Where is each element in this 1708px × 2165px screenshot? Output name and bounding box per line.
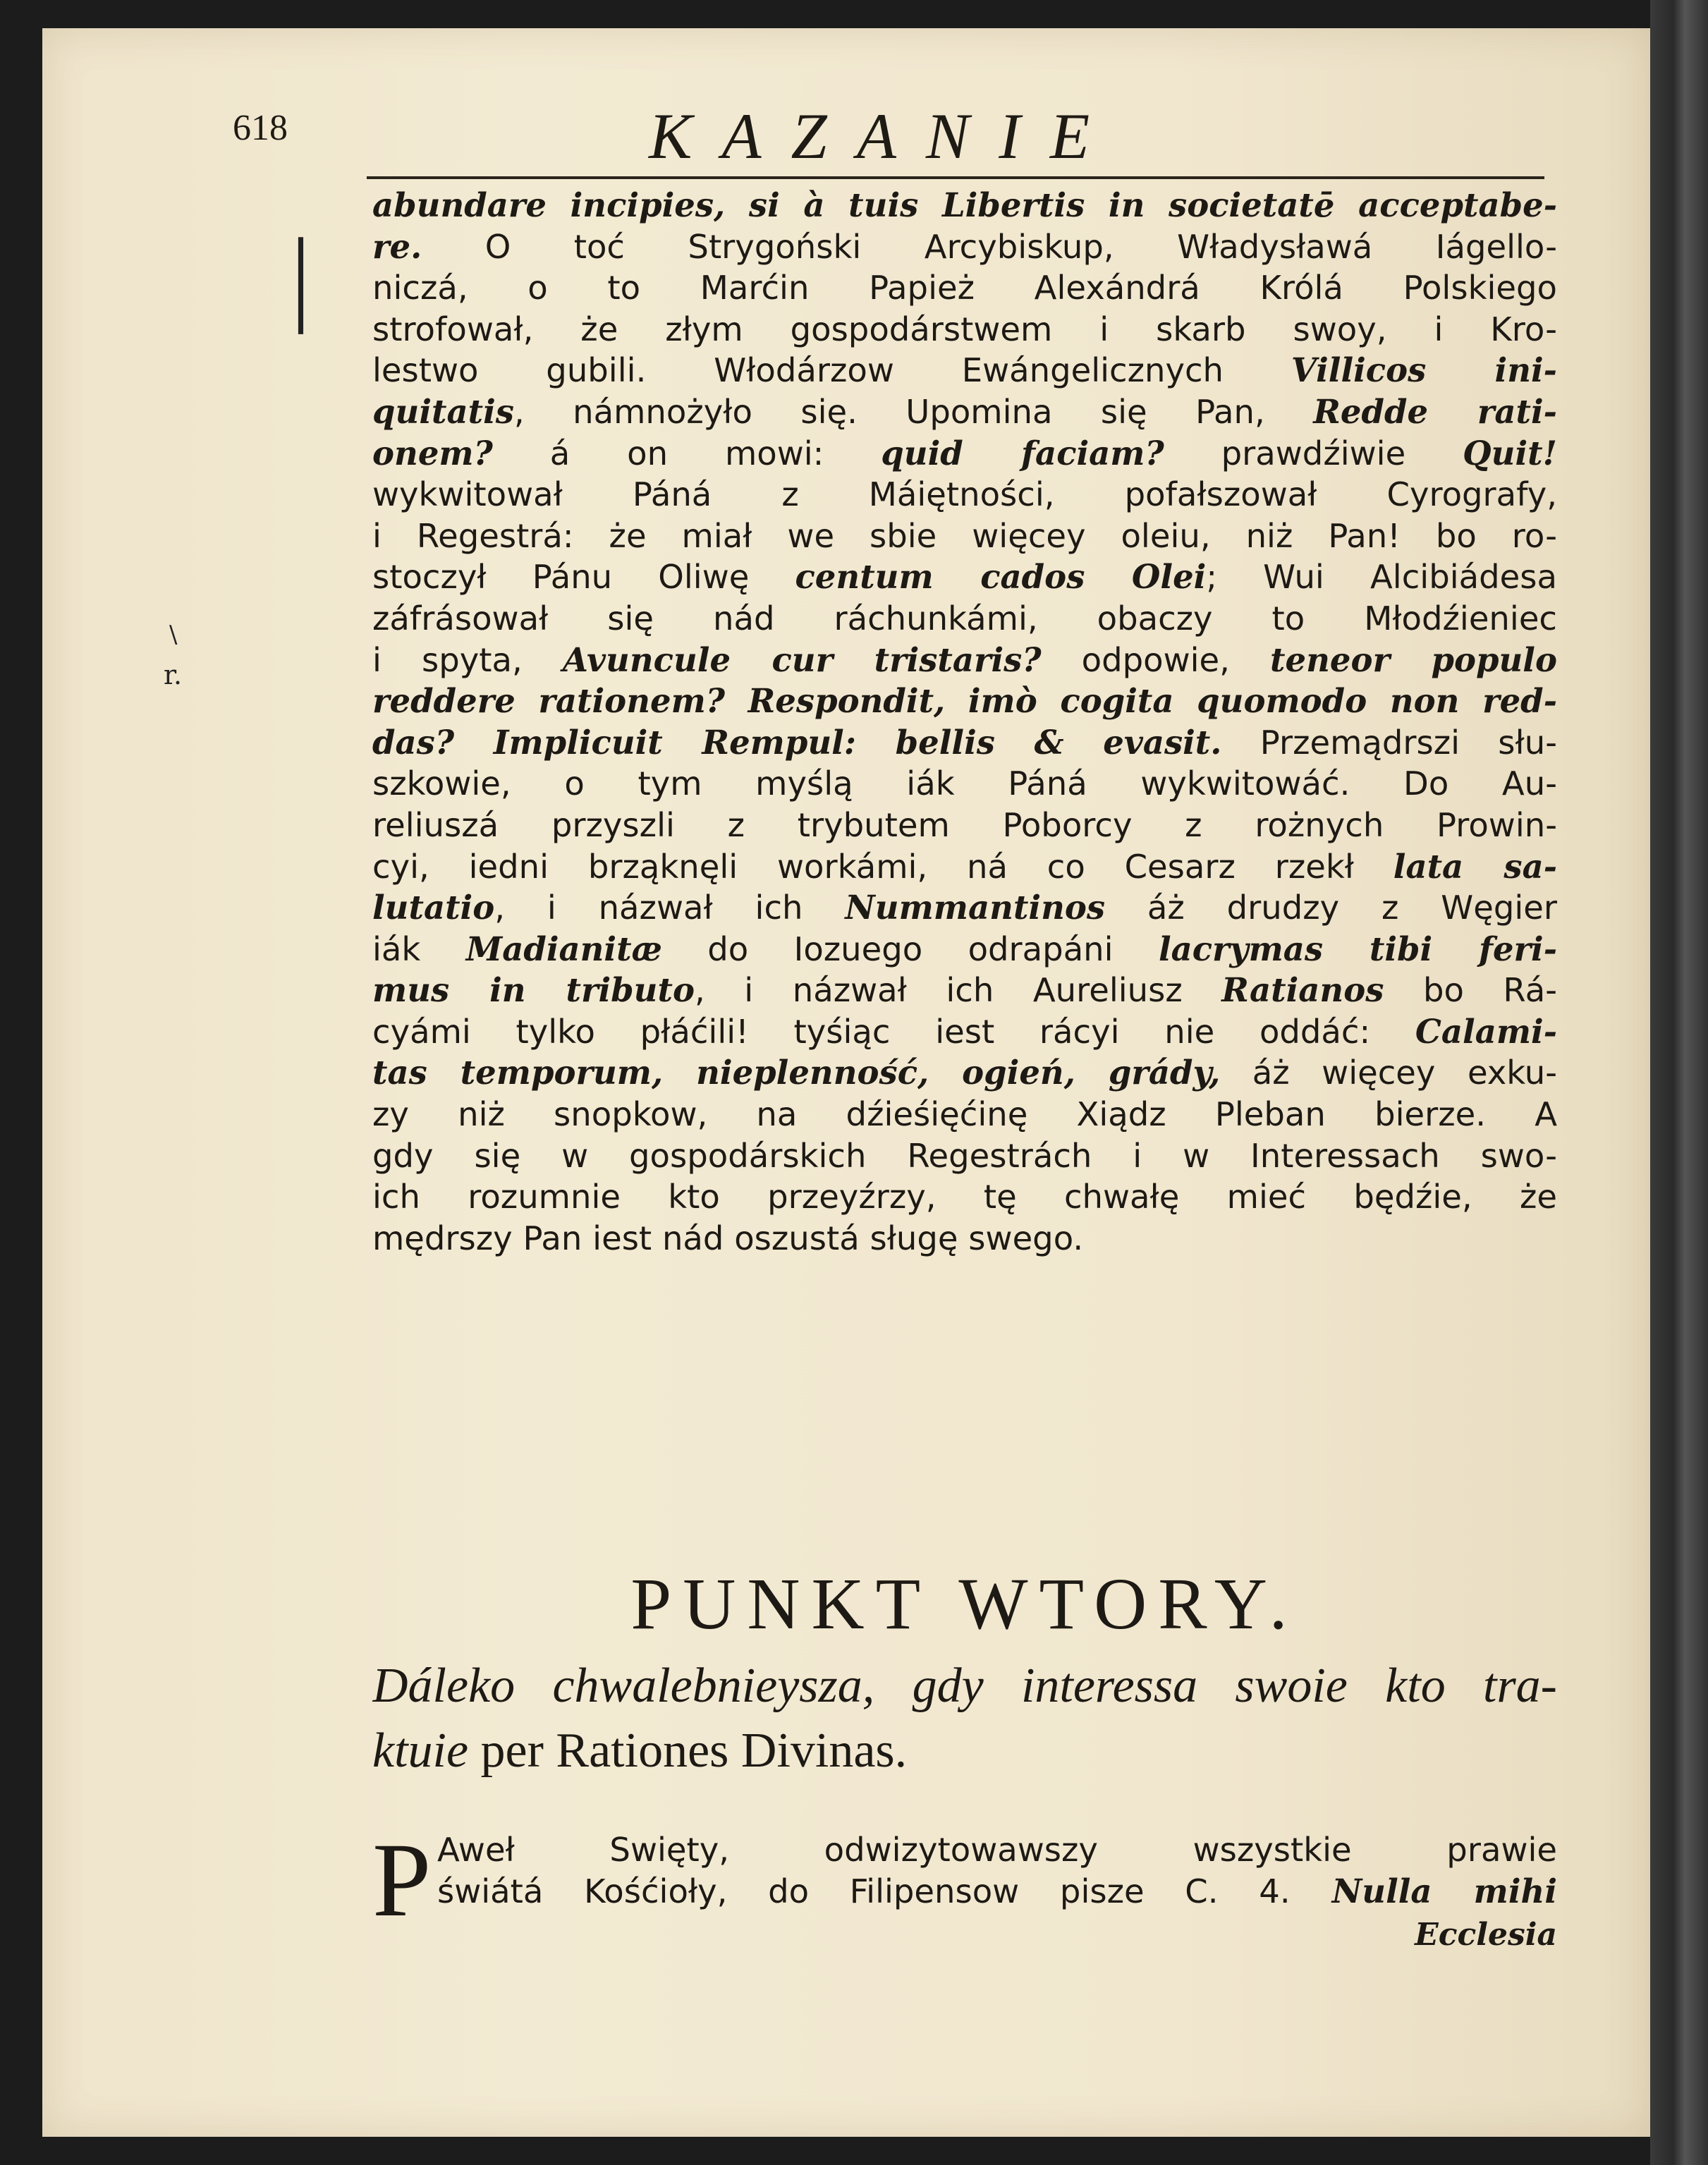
text-line: [372, 1011, 1557, 1053]
italic-segment: mus in tributo: [372, 970, 695, 1010]
text-line: [372, 763, 1557, 805]
italic-segment: onem?: [372, 433, 493, 472]
text-line: [372, 1176, 1557, 1218]
italic-segment: lutatio: [372, 888, 495, 927]
roman-segment: bo Rá-: [1384, 971, 1557, 1010]
text-line: [372, 1052, 1557, 1094]
italic-segment: centum cados Olei: [795, 557, 1207, 597]
text-line: [372, 1135, 1557, 1177]
text-line: [372, 929, 1557, 970]
roman-segment: iák: [372, 929, 466, 968]
text-line: [372, 887, 1557, 929]
roman-segment: ich rozumnie kto przeyźrzy, tę chwałę mieć będźie, że: [372, 1178, 1557, 1216]
text-line: [372, 722, 1557, 764]
margin-bracket-mark: |: [291, 222, 311, 335]
book-spine-edge: [1650, 0, 1708, 2165]
paragraph-2-line-1: Aweł Swięty, odwizytowawszy wszystkie prawie: [437, 1831, 1557, 1869]
text-line: [372, 970, 1557, 1011]
roman-segment: zy niż snopkow, na dźieśięćinę Xiądz Pleban bierze. A: [372, 1095, 1557, 1134]
paragraph-2-line-2-roman: świátá Kośćioły, do Filipensow pisze C. 4.: [437, 1872, 1291, 1910]
italic-segment: reddere rationem? Respondit, imò cogita quomodo non red-: [372, 681, 1557, 721]
section-heading: PUNKT WTORY.: [630, 1563, 1299, 1645]
roman-segment: áż więcey exku-: [1220, 1054, 1557, 1092]
italic-segment: Avuncule cur tristaris?: [562, 640, 1042, 679]
paragraph-2-line-2: [437, 1871, 1557, 1913]
italic-segment: Nummantinos: [845, 888, 1106, 927]
section-subheading: [372, 1654, 1557, 1783]
paragraph-2: [437, 1829, 1557, 1912]
running-head: [233, 99, 1537, 183]
roman-segment: , i názwał ich: [494, 889, 846, 927]
roman-segment: Przemądrszi słu-: [1221, 723, 1557, 762]
margin-mark-small: \: [169, 621, 178, 649]
italic-segment: tas temporum, nieplenność, ogień, grády,: [372, 1053, 1221, 1092]
italic-segment: re.: [372, 226, 422, 266]
italic-segment: lata sa-: [1393, 846, 1557, 886]
italic-segment: quid faciam?: [881, 433, 1164, 472]
roman-segment: gdy się w gospodárskich Regestrách i w Interessach swo-: [372, 1136, 1557, 1175]
text-line: [372, 681, 1557, 722]
roman-segment: i Regestrá: że miał we sbie więcey oleiu, niż Pan! bo ro-: [372, 516, 1557, 555]
roman-segment: á on mowi:: [492, 434, 882, 472]
text-line: [372, 267, 1557, 309]
roman-segment: áż drudzy z Węgier: [1105, 889, 1557, 927]
text-line: [372, 185, 1557, 226]
roman-segment: strofował, że złym gospodárstwem i skarb swoy, i Kro-: [372, 310, 1557, 348]
margin-mark-r: r.: [164, 659, 183, 690]
roman-segment: , námnożyło się. Upomina się Pan,: [513, 392, 1314, 431]
subheading-roman: per Rationes Divinas.: [468, 1724, 908, 1778]
text-line: [372, 309, 1557, 350]
roman-segment: i spyta,: [372, 640, 563, 679]
roman-segment: cyi, iedni brząknęli workámi, ná co Cesarz rzekł: [372, 847, 1393, 886]
text-line: [372, 640, 1557, 681]
text-line: [372, 846, 1557, 888]
italic-segment: Ratianos: [1221, 970, 1384, 1010]
italic-segment: teneor populo: [1270, 640, 1557, 679]
paragraph-2-line-2-italic: Nulla mihi: [1290, 1871, 1557, 1910]
roman-segment: , i názwał ich Aureliusz: [694, 971, 1222, 1010]
page-number: 618: [233, 108, 288, 148]
italic-segment: Quit!: [1463, 433, 1557, 472]
roman-segment: O toć Strygoński Arcybiskup, Władysławá Iágello-: [422, 227, 1557, 266]
roman-segment: záfrásował się nád ráchunkámi, obaczy to Młodźieniec: [372, 599, 1557, 638]
text-line: [372, 1218, 1557, 1260]
roman-segment: do Iozuego odrapáni: [661, 929, 1159, 968]
italic-segment: Calami-: [1415, 1011, 1557, 1051]
catchword: Ecclesia: [1415, 1917, 1557, 1953]
header-rule: [367, 176, 1544, 179]
subheading-italic: ktuie: [372, 1724, 469, 1778]
roman-segment: ; Wui Alcibiádesa: [1206, 558, 1557, 597]
italic-segment: abundare incipies, si à tuis Libertis in societatē acceptabe-: [372, 185, 1557, 224]
italic-segment: das? Implicuit Rempul: bellis & evasit.: [372, 722, 1222, 762]
roman-segment: cyámi tylko płáćili! tyśiąc iest rácyi nie oddáć:: [372, 1012, 1415, 1051]
roman-segment: prawdźiwie: [1164, 434, 1463, 472]
subheading-line-2: [372, 1719, 1557, 1783]
roman-segment: szkowie, o tym myślą iák Páná wykwitowáć. Do Au-: [372, 764, 1557, 803]
text-line: [372, 598, 1557, 640]
text-line: [372, 805, 1557, 846]
roman-segment: reliuszá przyszli z trybutem Poborcy z rożnych Prowin-: [372, 805, 1557, 844]
subheading-line-1: Dáleko chwalebnieysza, gdy interessa swoie kto tra-: [372, 1659, 1557, 1713]
roman-segment: mędrszy Pan iest nád oszustá sługę swego.: [372, 1219, 1084, 1257]
italic-segment: Madianitæ: [465, 929, 662, 968]
running-head-title: KAZANIE: [649, 100, 1120, 172]
text-line: [372, 474, 1557, 516]
body-text: [372, 185, 1557, 1259]
italic-segment: quitatis: [372, 391, 514, 431]
drop-cap: P: [372, 1822, 432, 1939]
text-line: [372, 226, 1557, 268]
text-line: [372, 433, 1557, 475]
text-line: [372, 391, 1557, 433]
roman-segment: odpowie,: [1041, 640, 1271, 679]
text-line: [372, 516, 1557, 557]
text-line: [372, 350, 1557, 391]
italic-segment: Villicos ini-: [1291, 350, 1557, 390]
text-line: [372, 556, 1557, 598]
roman-segment: lestwo gubili. Włodárzow Ewángelicznych: [372, 351, 1291, 390]
roman-segment: stoczył Pánu Oliwę: [372, 558, 795, 597]
roman-segment: niczá, o to Marćin Papież Alexándrá Królá Polskiego: [372, 269, 1557, 307]
italic-segment: Redde rati-: [1313, 391, 1557, 431]
italic-segment: lacrymas tibi feri-: [1158, 929, 1557, 968]
roman-segment: wykwitował Páná z Máiętności, pofałszował Cyrografy,: [372, 475, 1557, 514]
text-line: [372, 1094, 1557, 1135]
